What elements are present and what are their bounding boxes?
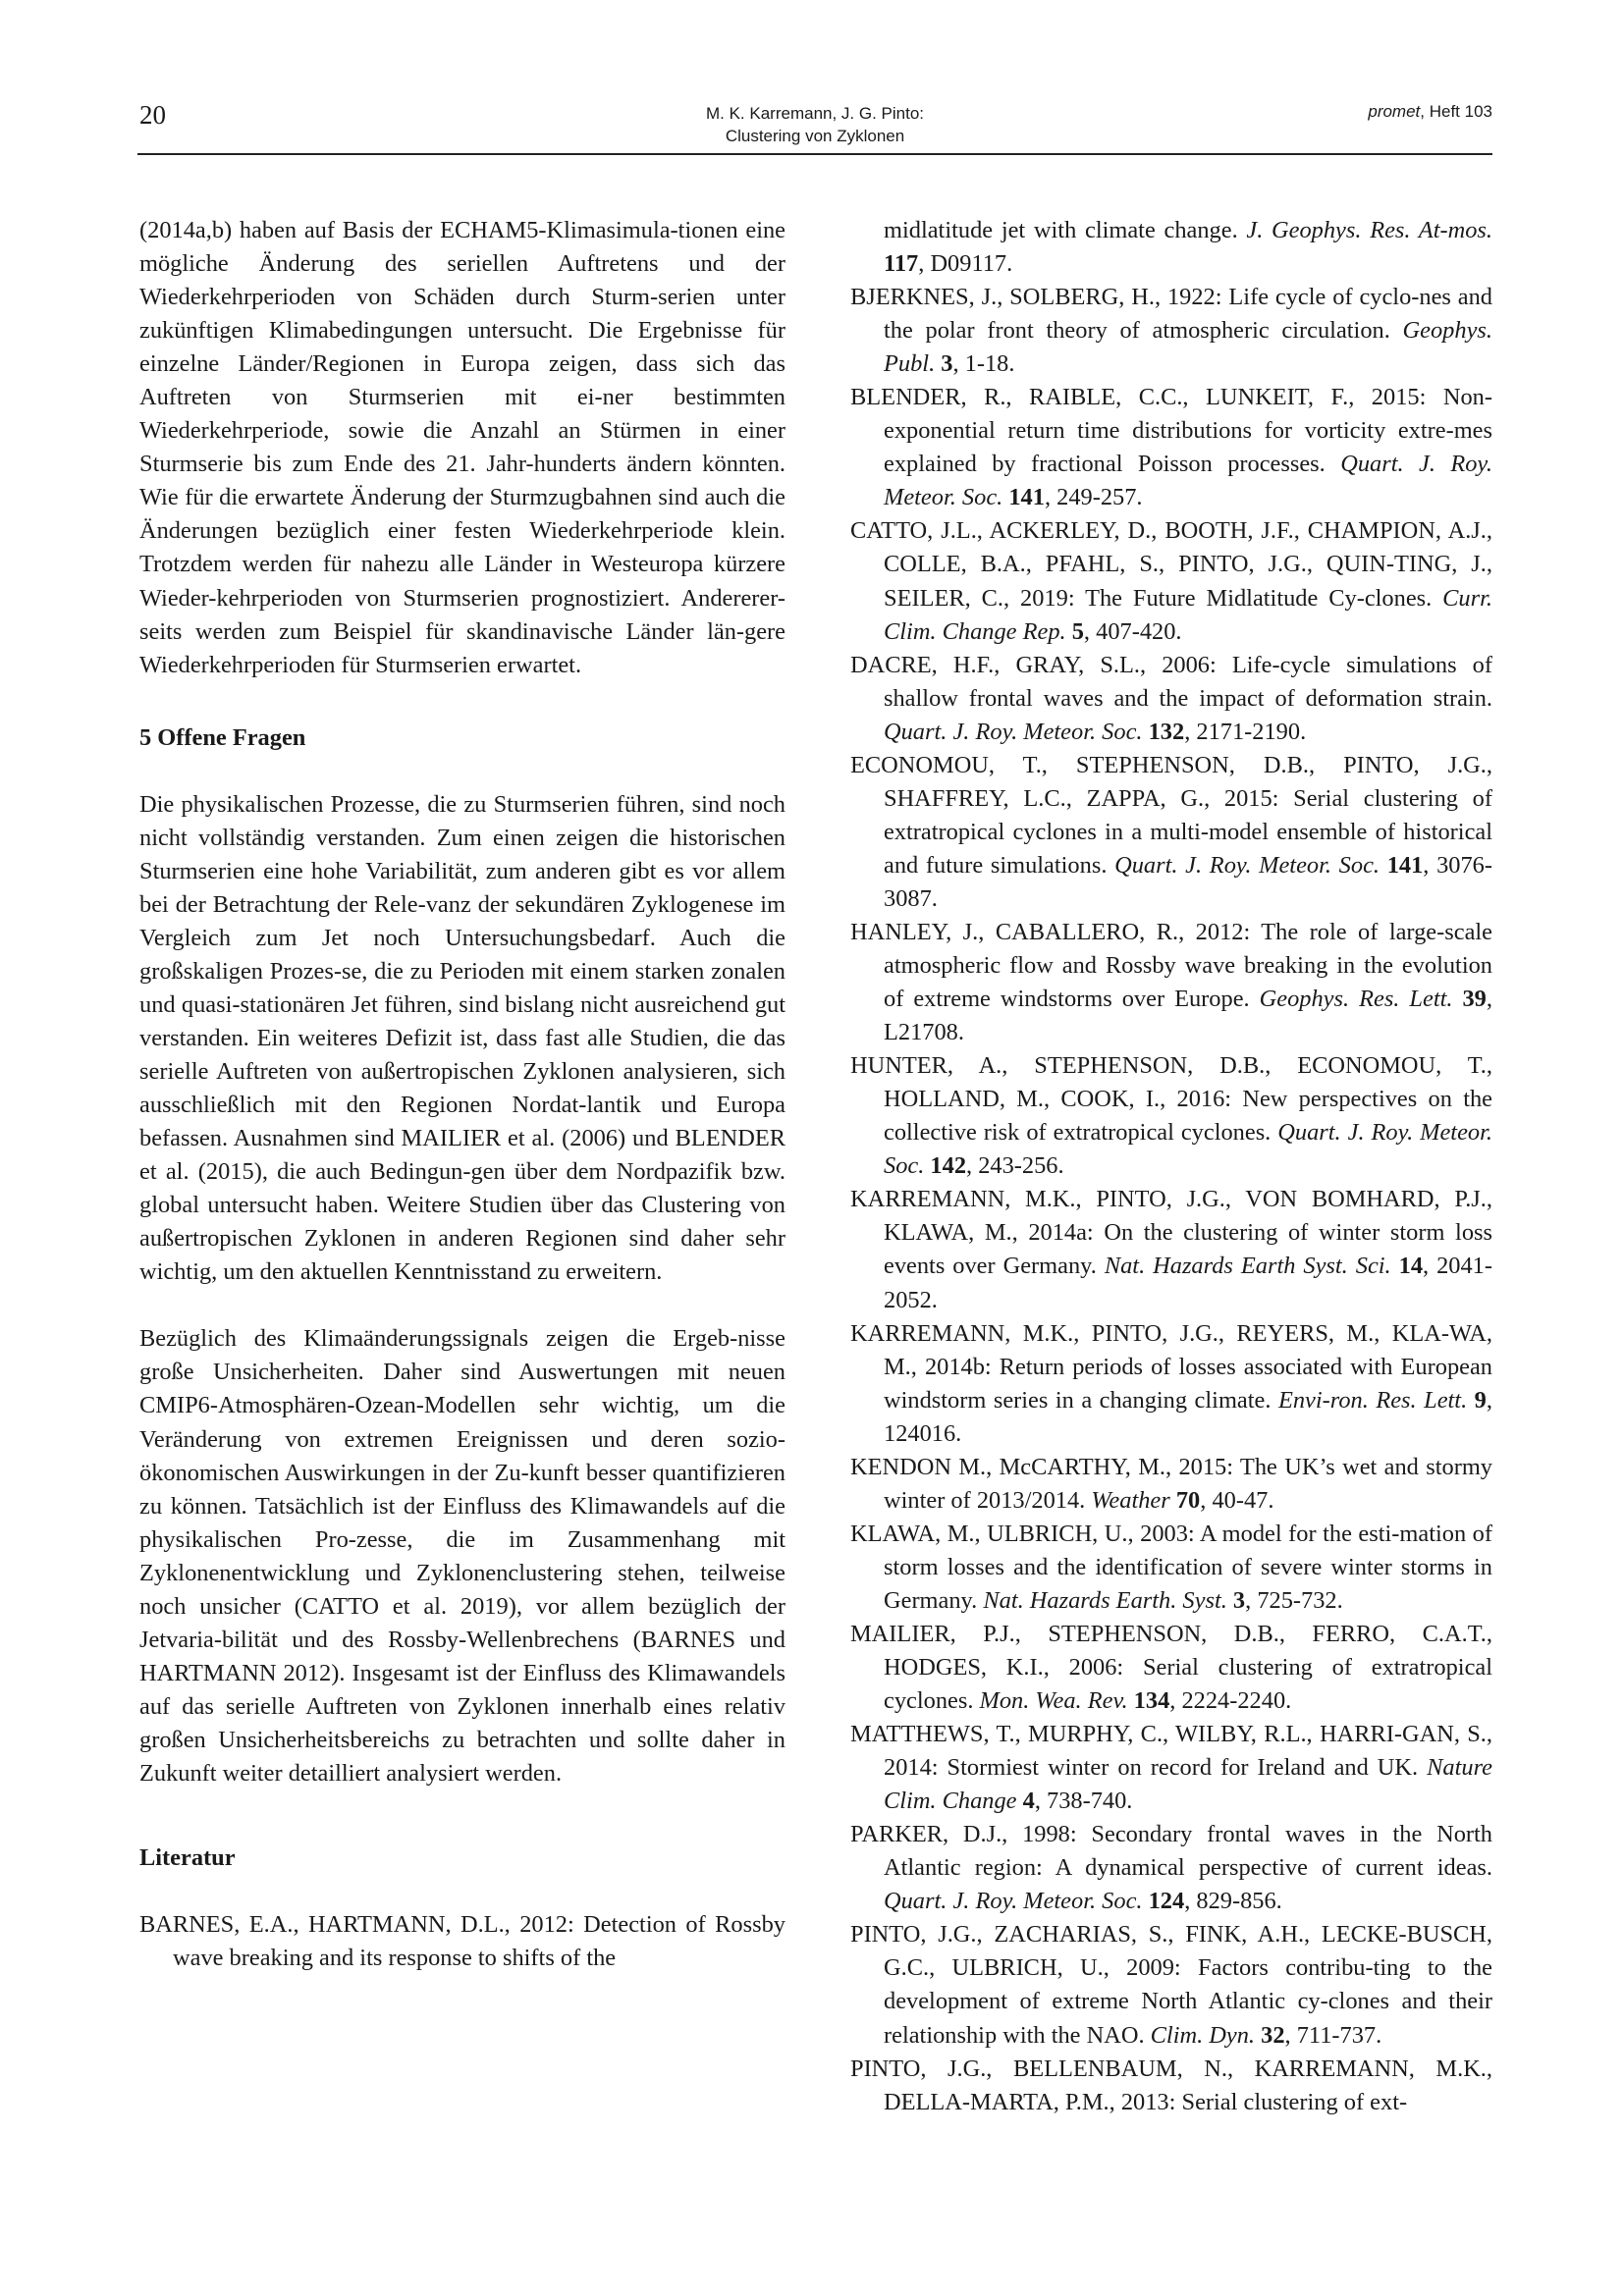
reference-text: MATTHEWS, T., MURPHY, C., WILBY, R.L., HARRI-GAN, S., 2014: Stormiest winter on record for Ireland and UK. <box>850 1721 1492 1782</box>
reference-volume: 134 <box>1127 1687 1170 1715</box>
reference-journal: Mon. Wea. Rev. <box>979 1687 1128 1715</box>
section-heading: 5 Offene Fragen <box>139 723 306 751</box>
reference-journal: Curr. Clim. Change Rep. <box>884 584 1492 645</box>
reference-text: KARREMANN, M.K., PINTO, J.G., VON BOMHARD, P.J., KLAWA, M., 2014a: On the clustering of winter storm loss events over Germany. <box>850 1186 1492 1280</box>
reference-text: KLAWA, M., ULBRICH, U., 2003: A model for the esti-mation of storm losses and the identification of severe winter storms in Germany. <box>850 1520 1492 1614</box>
reference-entry <box>850 916 1492 1049</box>
reference-text: KARREMANN, M.K., PINTO, J.G., REYERS, M., KLA-WA, M., 2014b: Return periods of losses associated with European windstorm series in a changing climate. <box>850 1319 1492 1414</box>
page-number: 20 <box>139 100 166 130</box>
reference-volume: 132 <box>1142 718 1185 745</box>
reference-volume: 14 <box>1390 1253 1424 1280</box>
reference-journal: Geophys. Publ. <box>884 317 1492 378</box>
reference-continuation <box>850 214 1492 281</box>
journal-issue-number: , Heft 103 <box>1420 102 1492 121</box>
reference-text: BARNES, E.A., HARTMANN, D.L., 2012: Detection of Rossby wave breaking and its response to shifts of the <box>139 1911 785 1972</box>
body-paragraph: Bezüglich des Klimaänderungssignals zeigen die Ergeb-nisse große Unsicherheiten. Daher sind Auswertungen mit neuen CMIP6-Atmosphären-Ozean-Modellen sehr wichtig, um die Veränderung von extremen Ereignissen und deren sozio-ökonomischen Auswirkungen in der Zu-kunft besser quantifizieren zu können. Tatsächlich ist der Einfluss des Klimawandels auf die physikalischen Pro-zesse, die im Zusammenhang mit Zyklonenentwicklung und Zyklonenclustering stehen, teilweise noch unsicher (CATTO et al. 2019), vor allem bezüglich der Jetvaria-bilität und des Rossby-Wellenbrechens (BARNES und HARTMANN 2012). Insgesamt ist der Einfluss des Klimawandels auf das serielle Auftreten von Zyklonen innerhalb eines relativ großen Unsicherheitsbereichs zu betrachten und sollte daher in Zukunft weiter detailliert analysiert werden. <box>139 1325 785 1787</box>
reference-journal: Nat. Hazards Earth Syst. Sci. <box>1104 1253 1391 1280</box>
reference-entry <box>850 514 1492 648</box>
reference-pages: , 249-257. <box>1044 484 1143 511</box>
running-head-authors: M. K. Karremann, J. G. Pinto: <box>705 104 925 123</box>
reference-entry <box>850 1183 1492 1316</box>
reference-entry <box>850 1918 1492 2052</box>
reference-entry <box>850 749 1492 916</box>
reference-text: ECONOMOU, T., STEPHENSON, D.B., PINTO, J.G., SHAFFREY, L.C., ZAPPA, G., 2015: Serial clustering of extratropical cyclones in a multi-model ensemble of historical and future simulations. <box>850 751 1492 879</box>
reference-journal: J. Geophys. Res. At-mos. <box>1246 217 1492 243</box>
reference-text: PINTO, J.G., ZACHARIAS, S., FINK, A.H., LECKE-BUSCH, G.C., ULBRICH, U., 2009: Factors contribu-ting to the development of extreme North Atlantic cy-clones and their relationship with the NAO. <box>850 1921 1492 2049</box>
body-paragraph: (2014a,b) haben auf Basis der ECHAM5-Klimasimula-tionen eine mögliche Änderung des seriellen Auftretens und der Wiederkehrperioden von Schäden durch Sturm-serien unter zukünftigen Klimabedingungen untersucht. Die Ergebnisse für einzelne Länder/Regionen in Europa zeigen, dass sich das Auftreten von Sturmserien mit ei-ner bestimmten Wiederkehrperiode, sowie die Anzahl an Stürmen in einer Sturmserie bis zum Ende des 21. Jahr-hunderts ändern könnten. Wie für die erwartete Änderung der Sturmzugbahnen sind auch die Änderungen bezüglich einer festen Wiederkehrperiode klein. Trotzdem werden für nahezu alle Länder in Westeuropa kürzere Wieder-kehrperioden von Sturmserien prognostiziert. Andererer-seits werden zum Beispiel für skandinavische Länder län-gere Wiederkehrperioden für Sturmserien erwartet. <box>139 217 785 678</box>
reference-text: BLENDER, R., RAIBLE, C.C., LUNKEIT, F., 2015: Non-exponential return time distributions for vorticity extre-mes explained by fractional Poisson processes. <box>850 384 1492 478</box>
reference-volume: 4 <box>1016 1788 1035 1815</box>
reference-pages: , 3076-3087. <box>884 851 1492 912</box>
reference-journal: Nat. Hazards Earth. Syst. <box>983 1586 1227 1614</box>
reference-volume: 142 <box>924 1152 967 1180</box>
reference-pages: , 243-256. <box>966 1152 1064 1180</box>
reference-volume: 141 <box>1002 484 1045 511</box>
literature-heading: Literatur <box>139 1844 236 1872</box>
reference-entry <box>850 649 1492 749</box>
reference-pages: , 407-420. <box>1083 617 1182 645</box>
reference-entry <box>850 381 1492 514</box>
reference-pages: , 124016. <box>884 1386 1492 1447</box>
reference-text: DACRE, H.F., GRAY, S.L., 2006: Life-cycle simulations of shallow frontal waves and the impact of deformation strain. <box>850 651 1492 712</box>
running-head-title: Clustering von Zyklonen <box>725 127 905 145</box>
reference-text: HUNTER, A., STEPHENSON, D.B., ECONOMOU, T., HOLLAND, M., COOK, I., 2016: New perspectives on the collective risk of extratropical cyclones. <box>850 1052 1492 1147</box>
reference-entry <box>139 1908 785 1975</box>
reference-entry <box>850 281 1492 381</box>
reference-text: MAILIER, P.J., STEPHENSON, D.B., FERRO, C.A.T., HODGES, K.I., 2006: Serial clustering of extratropical cyclones. <box>850 1620 1492 1715</box>
reference-pages: , 738-740. <box>1034 1788 1133 1815</box>
reference-entry <box>850 1518 1492 1618</box>
reference-journal: Weather <box>1091 1486 1170 1514</box>
reference-volume: 70 <box>1169 1486 1201 1514</box>
reference-volume: 117 <box>884 250 919 278</box>
reference-volume: 3 <box>1226 1586 1246 1614</box>
journal-issue <box>1368 102 1492 122</box>
body-paragraph: Die physikalischen Prozesse, die zu Sturmserien führen, sind noch nicht vollständig verstanden. Zum einen zeigen die historischen Sturmserien eine hohe Variabilität, zum anderen gibt es vor allem bei der Betrachtung der Rele-vanz der sekundären Zyklogenese im Vergleich zum Jet noch Untersuchungsbedarf. Auch die großskaligen Prozes-se, die zu Perioden mit einem starken zonalen und quasi-stationären Jet führen, sind bislang nicht ausreichend gut verstanden. Ein weiteres Defizit ist, dass fast alle Studien, die das serielle Auftreten von außertropischen Zyklonen analysieren, sich ausschließlich mit den Regionen Nordat-lantik und Europa befassen. Ausnahmen sind MAILIER et al. (2006) und BLENDER et al. (2015), die auch Bedingun-gen über dem Nordpazifik bzw. global untersucht haben. Weitere Studien über das Clustering von außertropischen Zyklonen in anderen Regionen sind daher sehr wichtig, um den aktuellen Kenntnisstand zu erweitern. <box>139 790 785 1286</box>
page-header <box>137 98 1492 155</box>
reference-pages: , 711-737. <box>1284 2021 1382 2049</box>
reference-volume: 5 <box>1065 617 1084 645</box>
reference-journal: Geophys. Res. Lett. <box>1259 986 1453 1013</box>
reference-pages: , 2171-2190. <box>1184 718 1307 745</box>
reference-journal: Nature Clim. Change <box>884 1754 1492 1815</box>
reference-entry <box>850 2053 1492 2119</box>
reference-text: HANLEY, J., CABALLERO, R., 2012: The role of large-scale atmospheric flow and Rossby wave breaking in the evolution of extreme windstorms over Europe. <box>850 918 1492 1013</box>
reference-journal: Quart. J. Roy. Meteor. Soc. <box>884 1888 1143 1915</box>
reference-volume: 39 <box>1452 986 1487 1013</box>
reference-journal: Clim. Dyn. <box>1150 2021 1256 2049</box>
right-column <box>850 214 1492 2119</box>
reference-pages: , 725-732. <box>1245 1586 1343 1614</box>
reference-volume: 32 <box>1255 2021 1285 2049</box>
reference-volume: 141 <box>1380 851 1424 879</box>
reference-journal: Quart. J. Roy. Meteor. Soc. <box>1114 851 1380 879</box>
reference-text: midlatitude jet with climate change. <box>884 217 1247 243</box>
reference-text: CATTO, J.L., ACKERLEY, D., BOOTH, J.F., CHAMPION, A.J., COLLE, B.A., PFAHL, S., PINTO, J.G., QUIN-TING, J., SEILER, C., 2019: The Future Midlatitude Cy-clones. <box>850 517 1492 612</box>
reference-list <box>850 281 1492 2119</box>
reference-journal: Quart. J. Roy. Meteor. Soc. <box>884 718 1143 745</box>
reference-entry <box>850 1451 1492 1518</box>
reference-pages: , 2224-2240. <box>1169 1687 1292 1715</box>
reference-volume: 3 <box>935 350 953 378</box>
reference-text: PINTO, J.G., BELLENBAUM, N., KARREMANN, M.K., DELLA-MARTA, P.M., 2013: Serial clustering of ext- <box>850 2055 1492 2115</box>
running-head <box>137 102 1492 147</box>
reference-text: PARKER, D.J., 1998: Secondary frontal waves in the North Atlantic region: A dynamical perspective of current ideas. <box>850 1821 1492 1882</box>
reference-entry <box>850 1718 1492 1818</box>
reference-entry <box>850 1618 1492 1718</box>
reference-entry <box>850 1818 1492 1918</box>
reference-journal: Quart. J. Roy. Meteor. Soc. <box>884 451 1492 511</box>
reference-text: BJERKNES, J., SOLBERG, H., 1922: Life cycle of cyclo-nes and the polar front theory of atmospheric circulation. <box>850 284 1492 345</box>
left-column <box>139 214 785 1975</box>
reference-pages: , D09117. <box>918 250 1013 278</box>
reference-journal: Quart. J. Roy. Meteor. Soc. <box>884 1119 1492 1180</box>
reference-pages: , 40-47. <box>1200 1486 1274 1514</box>
reference-pages: , L21708. <box>884 986 1492 1046</box>
reference-volume: 9 <box>1467 1386 1487 1414</box>
reference-entry <box>850 1317 1492 1451</box>
reference-pages: , 829-856. <box>1184 1888 1282 1915</box>
reference-journal: Envi-ron. Res. Lett. <box>1277 1386 1468 1414</box>
journal-name: promet <box>1368 102 1421 121</box>
reference-pages: , 1-18. <box>952 350 1015 378</box>
reference-text: KENDON M., McCARTHY, M., 2015: The UK’s wet and stormy winter of 2013/2014. <box>850 1453 1492 1514</box>
reference-entry <box>850 1049 1492 1183</box>
reference-volume: 124 <box>1142 1888 1185 1915</box>
reference-pages: , 2041-2052. <box>884 1253 1492 1313</box>
